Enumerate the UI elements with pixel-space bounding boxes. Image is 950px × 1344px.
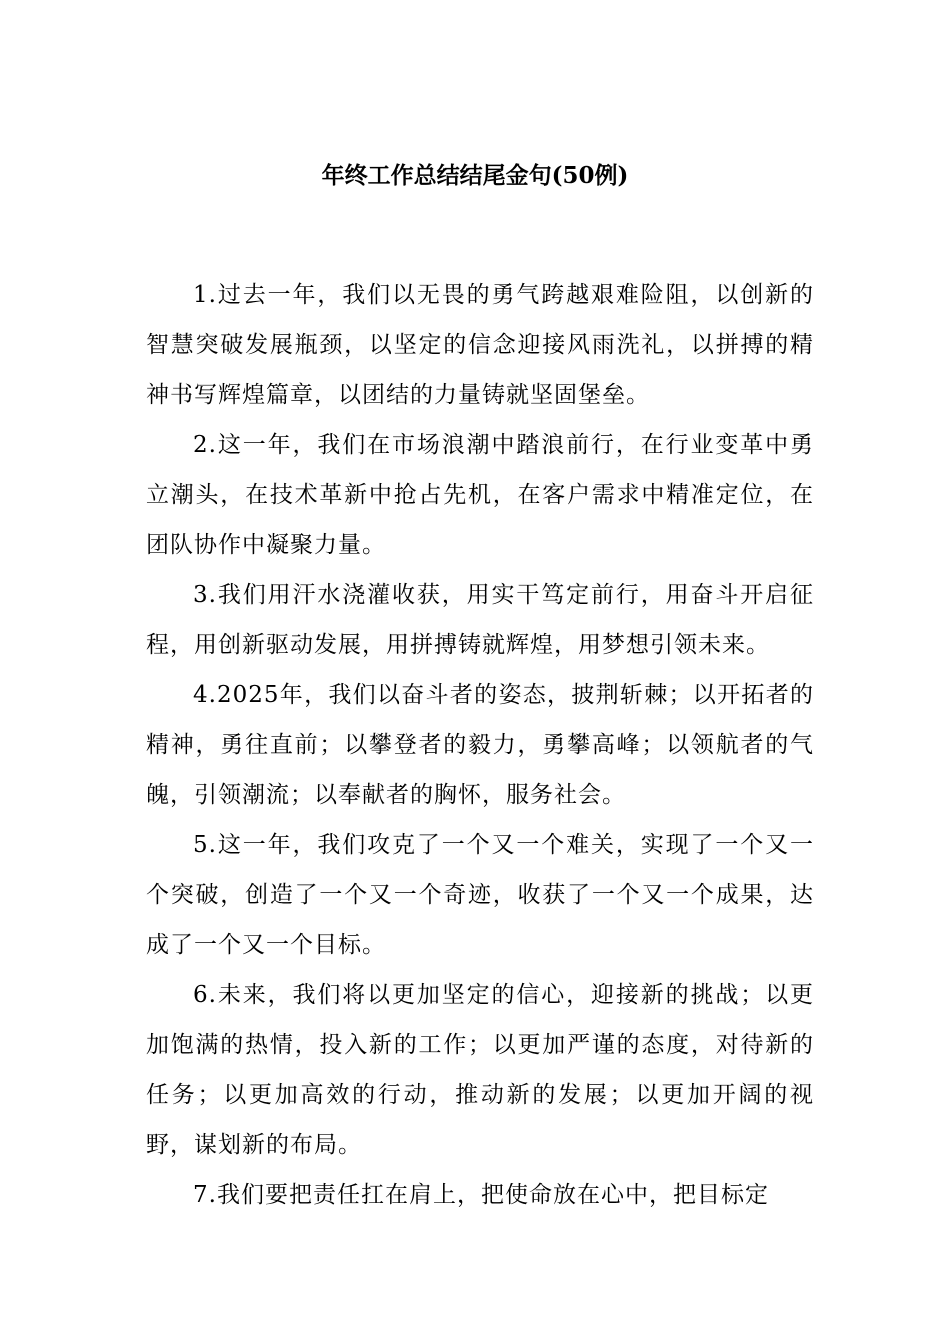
document-body — [146, 270, 814, 1220]
paragraph-2: 2.这一年，我们在市场浪潮中踏浪前行，在行业变革中勇立潮头，在技术革新中抢占先机，在客户需求中精准定位，在团队协作中凝聚力量。 — [146, 432, 814, 558]
paragraph-5: 5.这一年，我们攻克了一个又一个难关，实现了一个又一个突破，创造了一个又一个奇迹，收获了一个又一个成果，达成了一个又一个目标。 — [146, 832, 814, 958]
paragraph-7: 7.我们要把责任扛在肩上，把使命放在心中，把目标定 — [193, 1182, 769, 1208]
paragraph-1: 1.过去一年，我们以无畏的勇气跨越艰难险阻，以创新的智慧突破发展瓶颈，以坚定的信念迎接风雨洗礼，以拼搏的精神书写辉煌篇章，以团结的力量铸就坚固堡垒。 — [146, 282, 814, 408]
document-title: 年终工作总结结尾金句(50例) — [321, 162, 629, 189]
paragraph-3: 3.我们用汗水浇灌收获，用实干笃定前行，用奋斗开启征程，用创新驱动发展，用拼搏铸就辉煌，用梦想引领未来。 — [146, 582, 814, 658]
paragraph-6: 6.未来，我们将以更加坚定的信心，迎接新的挑战；以更加饱满的热情，投入新的工作；以更加严谨的态度，对待新的任务；以更加高效的行动，推动新的发展；以更加开阔的视野，谋划新的布局。 — [146, 982, 814, 1158]
paragraph-4: 4.2025年，我们以奋斗者的姿态，披荆斩棘；以开拓者的精神，勇往直前；以攀登者的毅力，勇攀高峰；以领航者的气魄，引领潮流；以奉献者的胸怀，服务社会。 — [146, 682, 814, 808]
